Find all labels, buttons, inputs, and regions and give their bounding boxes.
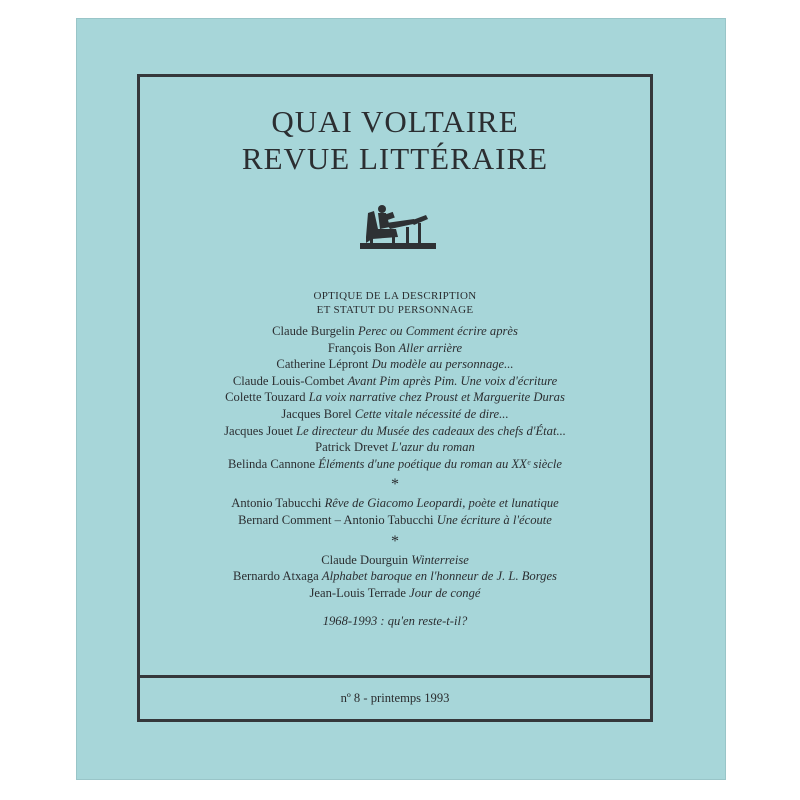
title-line-2: REVUE LITTÉRAIRE [241,141,549,176]
entry-author: Patrick Drevet [315,440,389,455]
section-separator: * [391,532,399,550]
toc-entry [140,456,650,473]
entry-author: Jacques Borel [281,406,352,421]
toc-entry [140,373,650,390]
entry-title: La voix narrative chez Proust et Marguerite Duras [308,390,565,405]
section-heading-line-2: ET STATUT DU PERSONNAGE [316,304,474,316]
entry-title: Aller arrière [398,340,463,355]
toc-entry [140,323,650,340]
cover-frame [137,74,653,722]
entry-title: Cette vitale nécessité de dire... [354,406,509,421]
issue-info: nº 8 - printemps 1993 [340,691,450,705]
entry-title: Avant Pim après Pim. Une voix d'écriture [347,373,558,388]
entry-title: Alphabet baroque en l'honneur de J. L. Borges [321,569,557,584]
toc-entry [140,512,650,529]
entry-title: Le directeur du Musée des cadeaux des chefs d'État... [296,423,566,438]
toc-entry [140,439,650,456]
entry-title: Winterreise [411,552,469,567]
entry-title: Perec ou Comment écrire après [357,324,518,338]
entry-title: Jour de congé [409,585,481,600]
entry-author: Colette Touzard [225,390,306,405]
toc-entry [140,356,650,373]
toc-entry [140,423,650,440]
entry-title: L'azur du roman [391,440,475,455]
title-line-1: QUAI VOLTAIRE [271,104,519,139]
toc-entry [140,585,650,602]
section-separator: * [391,476,399,494]
toc-entry [140,389,650,406]
toc-entry [140,568,650,585]
entry-author: Jean-Louis Terrade [309,585,406,600]
entry-author: Belinda Cannone [228,456,316,471]
entry-author: Antonio Tabucchi [231,496,322,511]
entry-author: Claude Burgelin [272,324,355,338]
toc-entry [140,552,650,569]
magazine-title [140,103,650,177]
entry-author: Claude Louis-Combet [232,373,345,388]
entry-title: Une écriture à l'écoute [436,512,552,527]
section-heading-line-1: OPTIQUE DE LA DESCRIPTION [313,290,477,302]
entry-author: Bernard Comment – Antonio Tabucchi [238,512,434,527]
entry-author: Claude Dourguin [321,552,409,567]
reading-figure-in-armchair-icon [358,199,438,253]
table-of-contents [140,289,650,630]
toc-entry [140,406,650,423]
section-heading [140,289,650,317]
entry-author: Jacques Jouet [224,423,293,438]
entry-author: Bernardo Atxaga [233,569,319,584]
entry-title: Rêve de Giacomo Leopardi, poète et lunatique [324,496,559,511]
feature-question: 1968-1993 : qu'en reste-t-il? [322,614,468,629]
toc-entry [140,340,650,357]
frame-divider [140,675,650,678]
entry-title: Du modèle au personnage... [371,357,514,372]
entry-author: François Bon [327,340,396,355]
magazine-cover [76,18,726,780]
entry-title: Éléments d'une poétique du roman au XXᵉ siècle [318,456,562,471]
entry-author: Catherine Lépront [276,357,369,372]
toc-entry [140,495,650,512]
